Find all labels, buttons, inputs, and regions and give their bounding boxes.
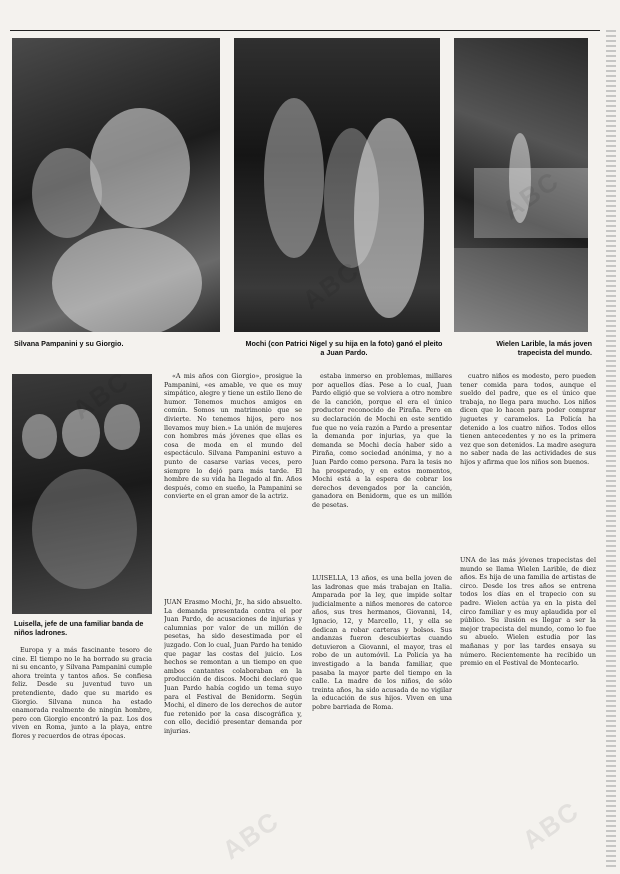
top-rule [10,30,600,31]
column-1-text: Europa y a más fascinante tesoro de cine. El tiempo no le ha borrado su gracia ni su encanto, y Silvana Pampanini cumple ahora treinta y tantos años. Se confiesa feliz. Desde su juventud tuvo un pretendiente, dado que su marido es Giorgio. Silvana nunca ha estado enamorada realmente de ningún hombre, pero con Giorgio encontró la paz. Los dos viven en Roma, junto a la playa, entre flores y recuerdos de otras épocas. [12,646,152,740]
column-2-text: «A mis años con Giorgio», prosigue la Pampanini, «es amable, ve que es muy simpático, alegre y tiene un estilo lleno de humor. Tenemos muchos amigos en común. Somos un matrimonio que se divierte. No tenemos hijos, pero nos llevamos muy bien.» La unión de mujeres con hombres más jóvenes que ellas es cosa de moda en el mundo del espectáculo. Silvana Pampanini estuvo a punto de casarse varias veces, pero siempre lo dejó para más tarde. El hombre de su vida ha llegado al fin. Años después, como en sueño, la Pampanini se convierte en el gran amor de la actriz. [164,372,302,501]
column-3b-text: LUISELLA, 13 años, es una bella joven de las ladronas que más trabajan en Italia. Amparada por la ley, que impide soltar judicialmente a niños menores de catorce años, sus tres hermanos, Giovanni, 14, Ignacio, 12, y Marcello, 11, y ella se dedican a robar carteras y bolsos. Sus andanzas fueron descubiertas cuando detuvieron a Giovanni, el mayor, tras el robo de un automóvil. La Policía ya ha investigado a la banda familiar, que pasaba la mayor parte del tiempo en la calle. La madre de los niños, de sólo treinta años, ha sido acusada de no vigilar la educación de sus hijos. Viven en una pobre barriada de Roma. [312,574,452,711]
article-column-1 [12,646,152,864]
column-4-text: cuatro niños es modesto, pero pueden tener comida para todos, aunque el sueldo del padre, que es el único que trabaja, no llega para mucho. Los niños dicen que lo hacen para poder comprar juguetes y caramelos. La Policía ha detenido a los cuatro niños. Todos ellos tienen antecedentes y no es la primera vez que son detenidos. La madre asegura no saber nada de las actividades de sus hijos y afirma que los niños son buenos. [460,372,596,466]
article-column-4b [460,556,596,864]
article-column-3 [312,372,452,562]
photo-silvana-pampanini [12,38,220,332]
caption-photo1: Silvana Pampanini y su Giorgio. [14,339,124,348]
photo-wielen-larible [454,38,588,332]
page-edge [606,30,616,870]
article-column-4 [460,372,596,542]
watermark: ABC [516,794,586,856]
article-column-2b [164,598,302,864]
photo-mochi-family [234,38,440,332]
column-4b-text: UNA de las más jóvenes trapecistas del mundo se llama Wielen Larible, de diez años. Es hija de una familia de artistas de circo. Desde los tres años se entrena todos los días en el trapecio con su padre. Wielen actúa ya en la pista del circo familiar y es muy aplaudida por el público. Su ilusión es llegar a ser la mejor trapecista del mundo, como lo fue su abuelo. Wielen estudia por las mañanas y por las tardes ensaya su número. Recientemente ha recibido un premio en el Festival de Montecarlo. [460,556,596,668]
column-2b-text: JUAN Erasmo Mochi, Jr., ha sido absuelto. La demanda presentada contra el por Juan Pardo, de acusaciones de injurias y calumnias por valor de un millón de pesetas, ha sido desestimada por el juzgado. Con lo cual, Juan Pardo ha tenido que pagar las costas del juicio. Los hechos se remontan a un tiempo en que ambos cantantes colaboraban en la producción de discos. Mochi declaró que Juan Pardo había cogido un tema suyo para el Festival de Benidorm. Según Mochi, el dinero de los derechos de autor fue retenido por la casa discográfica y, con ello, decidió presentar demanda por injurias. [164,598,302,735]
caption-photo4: Luisella, jefe de una familiar banda de niños ladrones. [14,619,144,637]
column-3-text: estaba inmerso en problemas, millares por aquellos días. Pese a lo cual, Juan Pardo eligió que se volviera a otro nombre de la canción, porque el era el único productor reconocido de Piraña. Pero en su declaración de Mochi en este sentido fue que no veía razón a Pardo a presentar la demanda por injurias, ya que la demanda se Mochi decía haber sido a Piraña, como sociedad anónima, y no a Juan Pardo como persona. Para la tesis no ha prosperado, y en estos momentos, Mochi está a la espera de cobrar los derechos devengados por la canción, ganadora en Benidorm, que es un millón de pesetas. [312,372,452,509]
article-column-3b [312,574,452,864]
photo-luisella [12,374,152,614]
watermark: ABC [216,804,286,866]
caption-photo3: Wielen Larible, la más joven trapecista del mundo. [496,339,592,357]
article-column-2 [164,372,302,590]
caption-photo2: Mochi (con Patrici Nigel y su hija en la foto) ganó el pleito a Juan Pardo. [245,339,443,357]
